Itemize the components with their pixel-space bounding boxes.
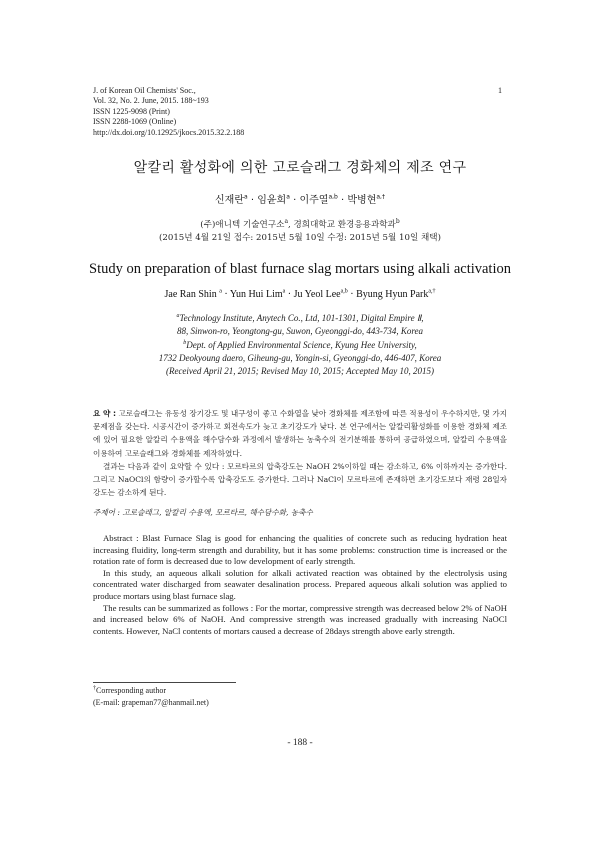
author-ko-3: 이주열 [299,195,329,206]
journal-doi-link[interactable]: http://dx.doi.org/10.12925/jkocs.2015.32.2.188 [93,127,245,137]
korean-title: 알칼리 활성화에 의한 고로슬래그 경화체의 제조 연구 [133,160,467,176]
author-ko-4: 박병현 [347,195,377,206]
corresponding-author-footnote [93,685,209,708]
korean-abstract-text1: 고로슬래그는 유동성 장기강도 및 내구성이 좋고 수화열을 낮아 경화체를 제조함에 따른 적용성이 우수하지만, 몇 가지 문제점을 갖는다. 시공시간이 증가하고 회전속도가 늦고 초기강도가 낮다. 본 연구에서는 알칼리활성화를 이용한 경화체 제조에 있어 필요한 알칼리 수용액을 해수담수화 과정에서 발생하는 농축수의 전기분해를 통하여 공급하였으며, 알칼리 수용액을 이용하여 고로슬래그와 경화체를 제작하였다. [93,409,507,458]
korean-affiliation-line1 [0,219,600,232]
journal-issn-print: ISSN 1225-9098 (Print) [93,106,170,116]
author-ko-1-sup: a [244,193,248,201]
english-abstract-para1 [93,533,507,568]
korean-affiliation [0,219,600,245]
author-ko-2-sup: a [286,193,290,201]
author-separator: · [289,195,300,206]
author-en-1: Jae Ran Shin [164,289,217,300]
english-affiliation [0,312,600,378]
english-title: Study on preparation of blast furnace slag mortars using alkali activation [89,261,511,277]
affiliation-en-line2: 88, Sinwon-ro, Yeongtong-gu, Suwon, Gyeonggi-do, 443-734, Korea [177,326,423,337]
affiliation-en-line1 [0,312,600,325]
korean-authors [0,191,600,206]
affiliation-en-b-sup: b [183,339,187,346]
author-en-2-sup: a [282,288,286,295]
author-separator: · [285,289,294,300]
english-abstract-label: Abstract : [103,533,139,543]
author-en-4: Byung Hyun Park [356,289,429,300]
english-abstract-para3: The results can be summarized as follows : For the mortar, compressive strength was decreased below 2% of NaOH and increased below 6% of NaOH. And compressive strength was increased gradually with increasing NaOCl contents. However, NaCl contents of mortars caused a decrease of 28days strength above early strength. [93,602,507,636]
affiliation-en-a-sup: a [176,313,180,319]
english-abstract-para2: In this study, an aqueous alkali solution for alkali activated reaction was obtained by the electrolysis using concentrated water discharged from seawater desalination process. Prepared aqueous alkali solution was applied to produce mortars using blast furnace slag. [93,567,507,601]
page-footer-number: - 188 - [287,738,313,748]
journal-volume: Vol. 32, No. 2. June, 2015. 188~193 [93,96,209,106]
top-page-number: 1 [498,86,502,95]
korean-dates: (2015년 4월 21일 접수: 2015년 5월 10일 수정: 2015년 5월 10일 채택) [159,233,441,243]
received-dates-en: (Received April 21, 2015; Revised May 10, 2015; Accepted May 10, 2015) [165,366,435,377]
affiliation-en-b: Dept. of Applied Environmental Science, Kyung Hee University, [186,339,417,350]
journal-issn-online: ISSN 2288-1069 (Online) [93,117,177,127]
journal-name: J. of Korean Oil Chemists' Soc., [93,86,196,95]
dagger-mark: † [93,685,96,692]
author-en-4-sup: a,† [428,288,436,295]
english-authors [0,289,600,300]
affiliation-ko-b-sup: b [395,218,400,226]
footnote-line1 [93,685,209,697]
footnote-email: (E-mail: grapeman77@hanmail.net) [93,697,209,707]
author-separator: · [337,195,348,206]
author-ko-3-sup: a,b [328,193,338,201]
author-en-1-sup: a [219,288,222,295]
author-ko-1: 신재란 [215,195,244,206]
author-ko-4-sup: a,† [376,193,385,201]
affiliation-en-line4: 1732 Deokyoung daero, Giheung-gu, Yongin-si, Gyeonggi-do, 446-407, Korea [158,352,442,363]
footnote-label: Corresponding author [96,686,166,695]
english-abstract-text1: Blast Furnace Slag is good for enhancing the qualities of concrete such as reducing hydration heat increasing fluidity, long-term strength and durability, but it has some problems: construction time is increased or the rotation rate of form is decreased due to low development of early strength. [93,533,507,567]
author-en-3: Ju Yeol Lee [293,289,341,300]
affiliation-en-a: Technology Institute, Anytech Co., Ltd, 101-1301, Digital Empire Ⅱ, [179,313,424,323]
journal-header [93,86,393,138]
affiliation-ko-a: (주)애니텍 기술연구소 [200,220,285,230]
korean-keywords: 주제어 : 고로슬래그, 알칼리 수용액, 모르타르, 해수담수화, 농축수 [93,508,313,517]
author-en-2: Yun Hui Lim [229,289,283,300]
author-ko-2: 임윤희 [257,195,287,206]
korean-abstract [93,407,507,499]
english-abstract [93,533,507,637]
affiliation-ko-a-sup: a [284,218,289,226]
affiliation-ko-b: , 경희대학교 환경응용과학과 [288,220,396,230]
korean-abstract-label: 요 약 : [93,409,117,418]
affiliation-en-line3 [0,339,600,352]
footnote-divider [93,682,236,683]
korean-abstract-para1 [93,407,507,460]
korean-abstract-para2: 결과는 다음과 같이 요약할 수 있다 : 모르타르의 압축강도는 NaOH 2%이하일 때는 감소하고, 6% 이하까지는 증가한다. 그리고 NaOCl의 함량이 증가할수록 압축강도도 증가한다. 그러나 NaCl이 모르타르에 존재하면 초기강도보다 재령 28일자 강도는 감소하게 된다. [93,461,507,498]
author-separator: · [247,195,258,206]
author-en-3-sup: a,b [340,288,348,295]
author-separator: · [221,289,230,300]
author-separator: · [347,289,357,300]
